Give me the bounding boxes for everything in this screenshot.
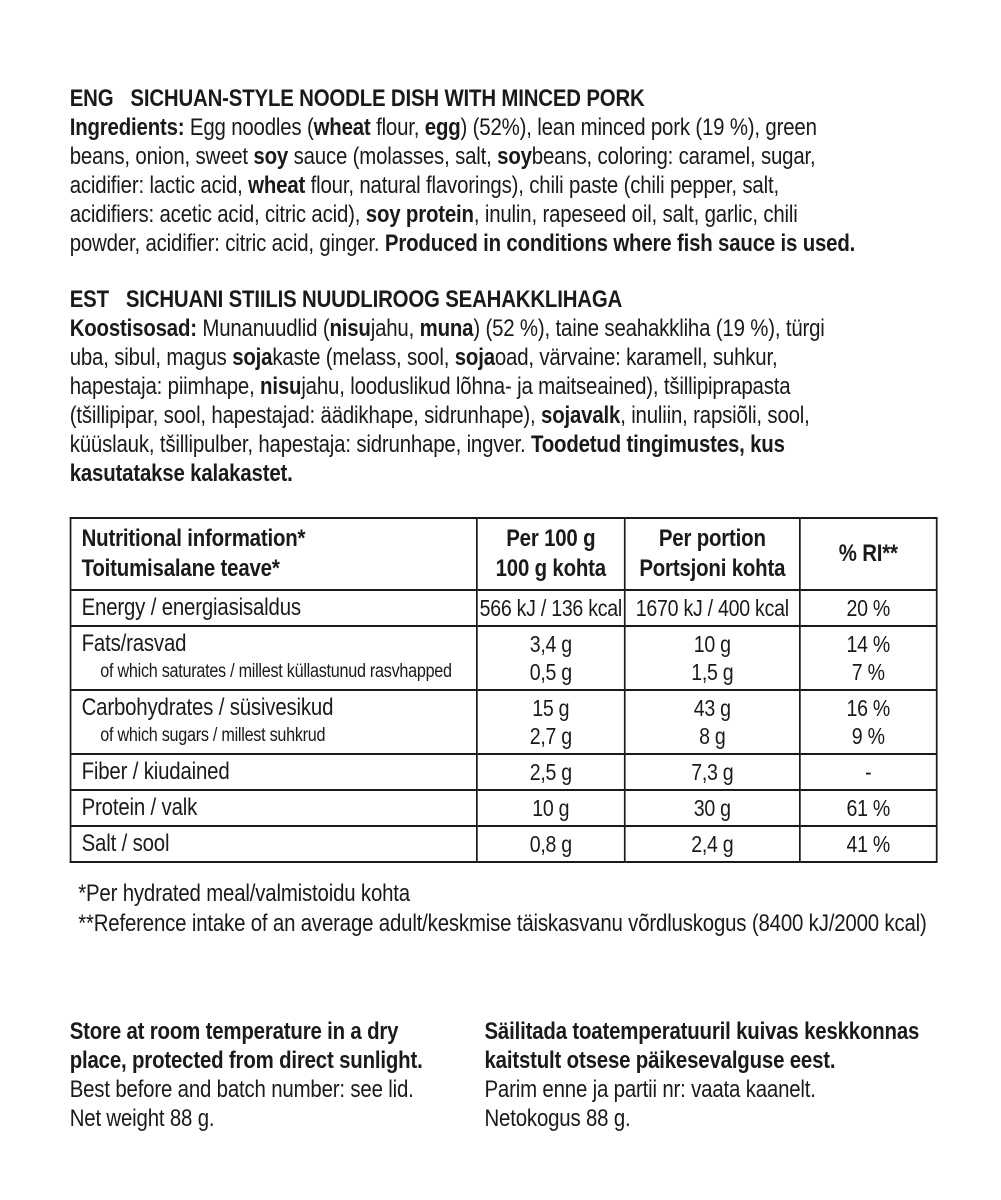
- value-line: 7 %: [851, 659, 885, 685]
- nutrition-table-body: [71, 590, 937, 862]
- text-run: Best before and batch number: see lid.: [69, 1076, 414, 1103]
- est-heading: [70, 285, 1001, 314]
- per-portion-value: [625, 826, 800, 862]
- value-line: 3,4 g: [529, 631, 572, 657]
- text-run: Net weight 88 g.: [69, 1105, 215, 1132]
- value-line: 1,5 g: [691, 659, 734, 685]
- header-per-portion: [625, 518, 800, 590]
- text-line: [485, 1104, 920, 1133]
- nutrient-sublabel: of which saturates / millest küllastunud rasvhapped: [100, 661, 452, 682]
- per-100g-value: [477, 590, 625, 626]
- nutrient-label-cell: [71, 754, 477, 790]
- text-line: [485, 1017, 920, 1046]
- per-100g-value: [477, 690, 625, 754]
- value-line: 14 %: [846, 631, 891, 657]
- nutrient-label-cell: [71, 626, 477, 690]
- nutrition-row: [71, 590, 937, 626]
- value-line: 10 g: [532, 795, 570, 821]
- text-run: (tšillipipar, sool, hapestajad: äädikhape, sidrunhape),: [69, 402, 542, 429]
- text-run: flour, natural flavorings), chili paste (chili pepper, salt,: [305, 172, 779, 199]
- footnotes: [70, 879, 1001, 939]
- text-run: ) (52 %), taine seahakkliha (19 %), türgi: [473, 315, 825, 342]
- text-run: Netokogus 88 g.: [484, 1105, 631, 1132]
- nutrient-label-cell: [71, 690, 477, 754]
- text-run: soy: [497, 143, 532, 170]
- text-line: [70, 1017, 485, 1046]
- text-line: [70, 459, 1001, 488]
- text-run: Produced in conditions where fish sauce is used.: [384, 230, 856, 257]
- text-run: hapestaja: piimhape,: [69, 373, 261, 400]
- text-run: , inuliin, rapsiõli, sool,: [620, 402, 810, 429]
- text-run: sauce (molasses, salt,: [288, 143, 498, 170]
- per-portion-value: [625, 590, 800, 626]
- nutrition-row: [71, 754, 937, 790]
- value-line: 2,5 g: [529, 759, 572, 785]
- text-run: muna: [419, 315, 474, 342]
- eng-ingredients: [70, 113, 1001, 258]
- text-run: acidifiers: acetic acid, citric acid),: [69, 201, 366, 228]
- text-line: [70, 200, 1001, 229]
- header-nutritional-info: [71, 518, 477, 590]
- text-run: Store at room temperature in a dry: [69, 1018, 399, 1045]
- nutrient-label: Fiber / kiudained: [81, 758, 230, 785]
- footnote-reference-intake: **Reference intake of an average adult/keskmise täiskasvanu võrdluskogus (8400 kJ/2000 kcal): [78, 910, 927, 937]
- value-line: 0,8 g: [529, 831, 572, 857]
- header-line: % RI**: [838, 540, 898, 567]
- ri-value: [800, 690, 937, 754]
- text-run: soja: [454, 344, 495, 371]
- nutrient-sublabel: of which sugars / millest suhkrud: [100, 725, 326, 746]
- per-100g-value: [477, 754, 625, 790]
- nutrient-label: Protein / valk: [81, 794, 198, 821]
- value-line: 16 %: [846, 695, 891, 721]
- text-run: flour,: [370, 114, 425, 141]
- text-run: Koostisosad:: [69, 315, 197, 342]
- section-eng: [70, 84, 1001, 258]
- ri-value: [800, 754, 937, 790]
- ri-value: [800, 826, 937, 862]
- text-run: kasutatakse kalakastet.: [69, 460, 293, 487]
- nutrition-row: [71, 790, 937, 826]
- text-line: [70, 171, 1001, 200]
- value-line: 20 %: [846, 595, 891, 621]
- footnote-per-meal: *Per hydrated meal/valmistoidu kohta: [78, 880, 410, 907]
- per-100g-value: [477, 626, 625, 690]
- nutrition-row: [71, 626, 937, 690]
- value-line: 566 kJ / 136 kcal: [479, 595, 622, 621]
- value-line: 0,5 g: [529, 659, 572, 685]
- per-portion-value: [625, 790, 800, 826]
- per-portion-value: [625, 690, 800, 754]
- nutrition-table: [70, 517, 938, 863]
- text-line: [70, 372, 1001, 401]
- text-line: [70, 430, 1001, 459]
- value-line: 30 g: [693, 795, 731, 821]
- storage-info: [70, 1017, 1001, 1133]
- language-code-eng: ENG: [69, 85, 114, 112]
- value-line: -: [865, 759, 872, 785]
- text-run: wheat: [313, 114, 371, 141]
- text-run: küüslauk, tšillipulber, hapestaja: sidrunhape, ingver.: [69, 431, 531, 458]
- value-line: 41 %: [846, 831, 891, 857]
- nutrition-row: [71, 690, 937, 754]
- nutrition-header-row: [71, 518, 937, 590]
- text-line: [70, 1104, 485, 1133]
- text-run: nisu: [329, 315, 371, 342]
- text-line: [70, 1075, 485, 1104]
- text-line: [70, 113, 1001, 142]
- header-line: Per portion: [658, 525, 766, 552]
- text-run: Ingredients:: [69, 114, 185, 141]
- text-run: uba, sibul, magus: [69, 344, 233, 371]
- nutrient-label-cell: [71, 826, 477, 862]
- text-run: ) (52%), lean minced pork (19 %), green: [460, 114, 817, 141]
- header-line: Nutritional information*: [81, 525, 306, 552]
- ri-value: [800, 590, 937, 626]
- text-run: sojavalk: [541, 402, 621, 429]
- value-line: 1670 kJ / 400 kcal: [635, 595, 789, 621]
- text-line: [485, 1046, 920, 1075]
- nutrient-label: Fats/rasvad: [81, 630, 187, 657]
- header-ri-percent: [800, 518, 937, 590]
- text-run: kaste (melass, sool,: [272, 344, 455, 371]
- nutrition-row: [71, 826, 937, 862]
- header-per-100g: [477, 518, 625, 590]
- header-line: Portsjoni kohta: [639, 555, 786, 582]
- text-line: [70, 314, 1001, 343]
- est-ingredients: [70, 314, 1001, 488]
- value-line: 10 g: [693, 631, 731, 657]
- text-line: [70, 401, 1001, 430]
- ri-value: [800, 790, 937, 826]
- text-run: jahu, looduslikud lõhna- ja maitseained), tšillipiprapasta: [301, 373, 791, 400]
- text-run: Toodetud tingimustes, kus: [530, 431, 785, 458]
- text-run: oad, värvaine: karamell, suhkur,: [494, 344, 778, 371]
- text-line: [485, 1075, 920, 1104]
- per-portion-value: [625, 626, 800, 690]
- header-line: 100 g kohta: [495, 555, 606, 582]
- value-line: 8 g: [699, 723, 726, 749]
- language-code-est: EST: [69, 286, 109, 313]
- text-run: egg: [424, 114, 461, 141]
- storage-est: [485, 1017, 920, 1133]
- ri-value: [800, 626, 937, 690]
- nutrient-label: Energy / energiasisaldus: [81, 594, 301, 621]
- text-run: Parim enne ja partii nr: vaata kaanelt.: [484, 1076, 816, 1103]
- text-run: Munanuudlid (: [196, 315, 330, 342]
- text-run: place, protected from direct sunlight.: [69, 1047, 423, 1074]
- nutrient-label-cell: [71, 790, 477, 826]
- text-line: [70, 343, 1001, 372]
- text-run: acidifier: lactic acid,: [69, 172, 249, 199]
- text-run: beans, coloring: caramel, sugar,: [531, 143, 816, 170]
- text-run: Egg noodles (: [184, 114, 314, 141]
- per-100g-value: [477, 790, 625, 826]
- text-line: [70, 1046, 485, 1075]
- product-name-eng: SICHUAN-STYLE NOODLE DISH WITH MINCED PORK: [130, 85, 645, 112]
- value-line: 61 %: [846, 795, 891, 821]
- value-line: 15 g: [532, 695, 570, 721]
- text-run: kaitstult otsese päikesevalguse eest.: [484, 1047, 836, 1074]
- value-line: 9 %: [851, 723, 885, 749]
- text-run: powder, acidifier: citric acid, ginger.: [69, 230, 385, 257]
- nutrient-label: Salt / sool: [81, 830, 170, 857]
- header-line: Per 100 g: [506, 525, 596, 552]
- text-run: , inulin, rapeseed oil, salt, garlic, chili: [473, 201, 798, 228]
- eng-heading: [70, 84, 1001, 113]
- text-run: nisu: [260, 373, 302, 400]
- text-run: Säilitada toatemperatuuril kuivas keskkonnas: [484, 1018, 920, 1045]
- nutrient-label-cell: [71, 590, 477, 626]
- storage-eng: [70, 1017, 485, 1133]
- section-est: [70, 285, 1001, 488]
- value-line: 7,3 g: [691, 759, 734, 785]
- value-line: 2,7 g: [529, 723, 572, 749]
- value-line: 2,4 g: [691, 831, 734, 857]
- per-100g-value: [477, 826, 625, 862]
- value-line: 43 g: [693, 695, 731, 721]
- text-line: [70, 142, 1001, 171]
- header-line: Toitumisalane teave*: [81, 555, 280, 582]
- text-run: wheat: [248, 172, 306, 199]
- text-run: soja: [232, 344, 273, 371]
- per-portion-value: [625, 754, 800, 790]
- text-run: soy protein: [365, 201, 474, 228]
- nutrient-label: Carbohydrates / süsivesikud: [81, 694, 334, 721]
- product-name-est: SICHUANI STIILIS NUUDLIROOG SEAHAKKLIHAGA: [125, 286, 623, 313]
- text-line: [70, 229, 1001, 258]
- text-run: beans, onion, sweet: [69, 143, 254, 170]
- text-run: jahu,: [370, 315, 420, 342]
- text-run: soy: [253, 143, 289, 170]
